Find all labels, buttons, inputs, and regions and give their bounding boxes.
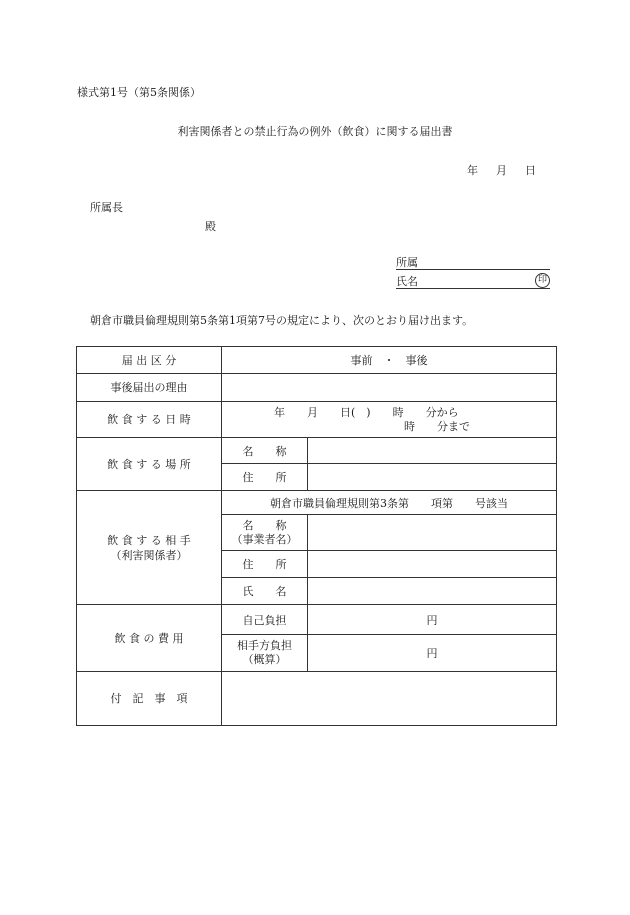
addressee: 所属長 — [90, 201, 123, 214]
cost-self-value[interactable]: 円 — [308, 605, 557, 635]
signature-affiliation[interactable] — [396, 254, 550, 270]
partner-company-value[interactable] — [308, 515, 557, 551]
table-row — [77, 605, 557, 635]
partner-company-label-main: 名 称 — [242, 518, 287, 532]
date-line — [455, 162, 536, 178]
reason-value[interactable] — [222, 374, 557, 402]
partner-address-value[interactable] — [308, 551, 557, 578]
intro-statement: 朝倉市職員倫理規則第5条第1項第7号の規定により、次のとおり届け出ます。 — [90, 314, 474, 327]
cost-self-label: 自己負担 — [222, 605, 308, 635]
place-label: 飲 食 す る 場 所 — [77, 438, 222, 491]
datetime-line1: 年 月 日( ) 時 分から — [274, 405, 459, 419]
category-label: 届 出 区 分 — [77, 347, 222, 374]
table-row — [77, 491, 557, 515]
partner-person-label: 氏 名 — [222, 578, 308, 605]
form-number: 様式第1号（第5条関係） — [77, 86, 201, 99]
place-name-value[interactable] — [308, 438, 557, 464]
date-day: 日 — [525, 164, 536, 177]
cost-label: 飲 食 の 費 用 — [77, 605, 222, 672]
notes-label: 付 記 事 項 — [77, 672, 222, 726]
partner-company-label — [222, 515, 308, 551]
partner-label-sub: （利害関係者） — [110, 548, 188, 562]
place-name-label: 名 称 — [222, 438, 308, 464]
report-form-table — [76, 346, 557, 726]
table-row — [77, 438, 557, 464]
table-row — [77, 672, 557, 726]
partner-rule[interactable]: 朝倉市職員倫理規則第3条第 項第 号該当 — [222, 491, 557, 515]
datetime-label: 飲 食 す る 日 時 — [77, 402, 222, 438]
reason-label: 事後届出の理由 — [77, 374, 222, 402]
partner-address-label: 住 所 — [222, 551, 308, 578]
category-value[interactable]: 事前 ・ 事後 — [222, 347, 557, 374]
seal-mark-icon: 印 — [535, 273, 550, 288]
table-row — [77, 402, 557, 438]
place-address-value[interactable] — [308, 464, 557, 491]
cost-partner-label-sub: （概算） — [242, 653, 287, 666]
partner-person-value[interactable] — [308, 578, 557, 605]
cost-partner-label-main: 相手方負担 — [237, 639, 292, 652]
date-month: 月 — [496, 164, 507, 177]
partner-company-label-sub: （事業者名） — [231, 532, 298, 546]
table-row — [77, 374, 557, 402]
cost-partner-value[interactable]: 円 — [308, 635, 557, 672]
partner-label-main: 飲 食 す る 相 手 — [107, 533, 191, 547]
date-year: 年 — [467, 164, 478, 177]
signature-name[interactable] — [396, 273, 550, 289]
datetime-value[interactable] — [222, 402, 557, 438]
cost-partner-label — [222, 635, 308, 672]
honorific: 殿 — [205, 220, 216, 233]
place-address-label: 住 所 — [222, 464, 308, 491]
partner-label — [77, 491, 222, 605]
notes-value[interactable] — [222, 672, 557, 726]
affiliation-label: 所属 — [396, 256, 418, 269]
document-title: 利害関係者との禁止行為の例外（飲食）に関する届出書 — [177, 125, 453, 138]
datetime-line2: 時 分まで — [404, 419, 470, 433]
name-label: 氏名 — [396, 275, 418, 288]
table-row — [77, 347, 557, 374]
